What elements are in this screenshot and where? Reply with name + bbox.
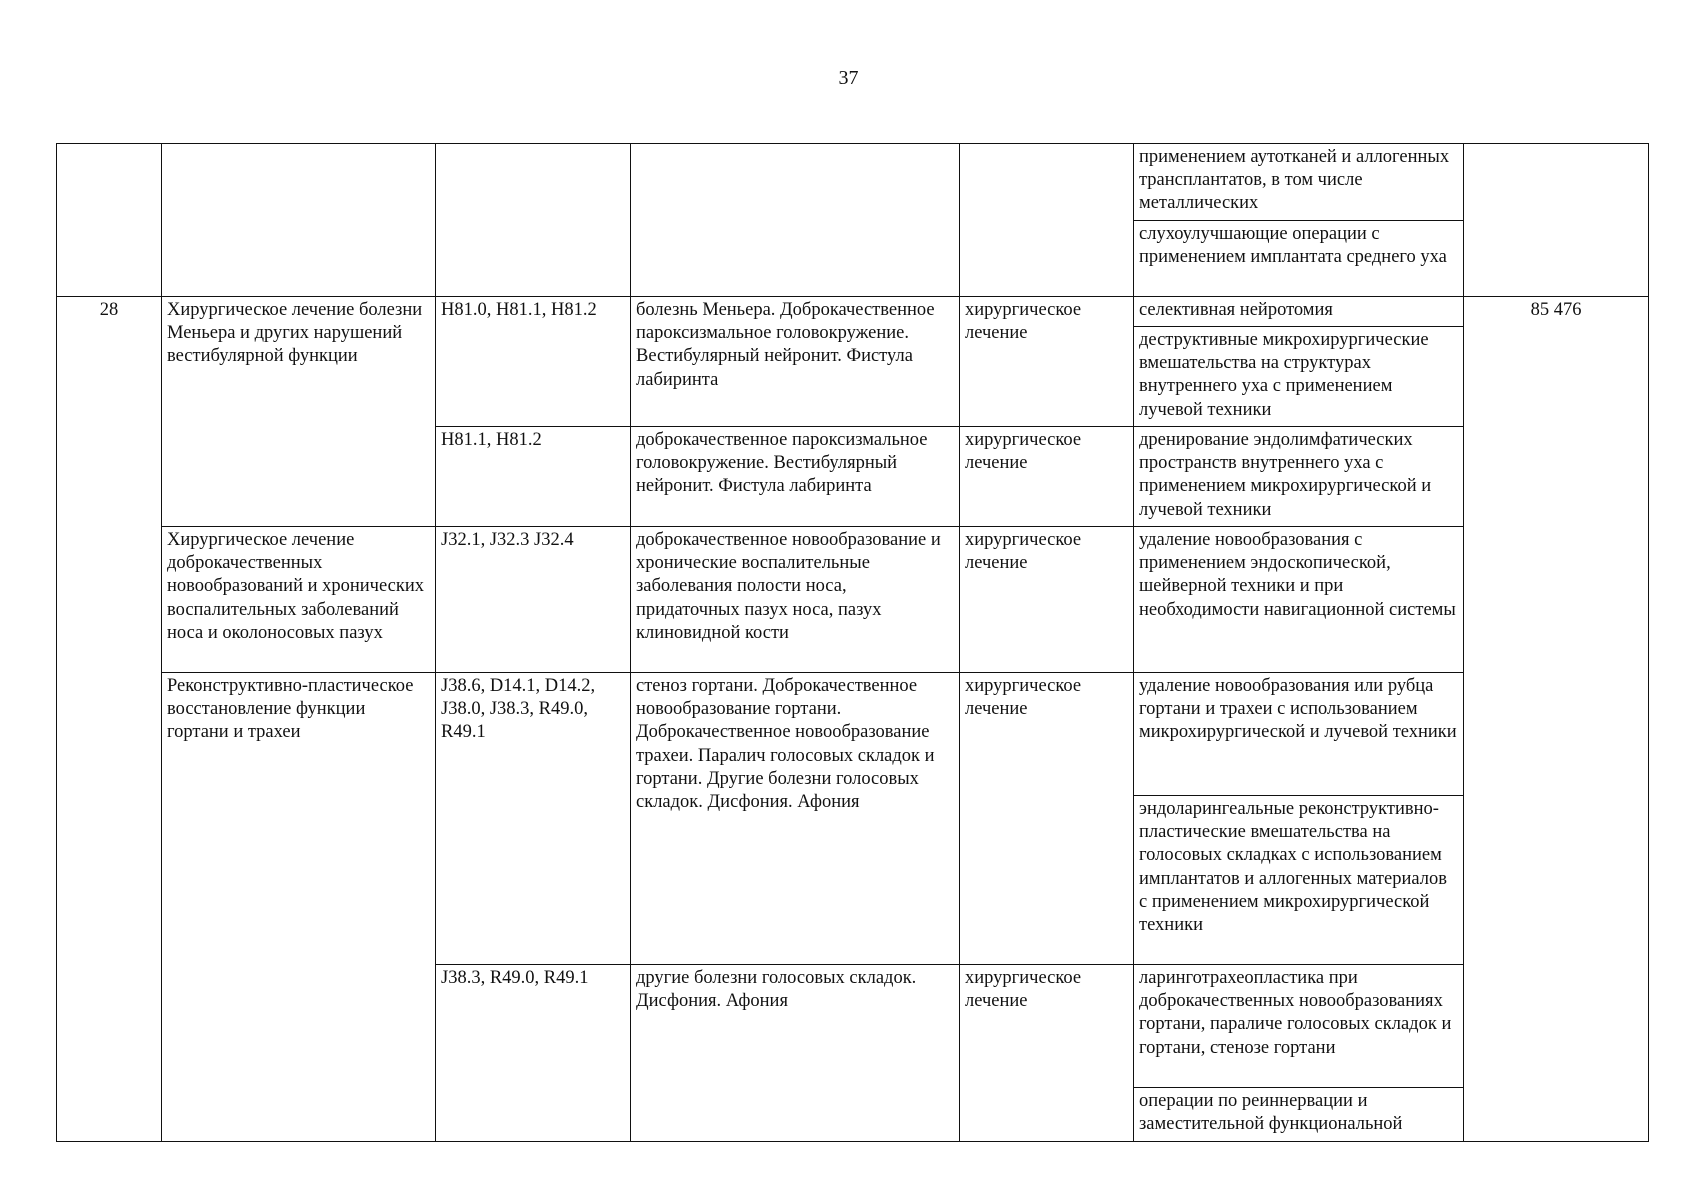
patient-model: стеноз гортани. Доброкачественное новообразование гортани. Доброкачественное новообразование трахеи. Паралич голосовых складок и гортани. Другие болезни голосовых складок. Дисфония. Афония — [636, 676, 935, 813]
method-text: слухоулучшающие операции с применением имплантата среднего уха — [1139, 224, 1447, 268]
method-text: деструктивные микрохирургические вмешательства на структурах внутреннего уха с применением лучевой техники — [1139, 330, 1429, 420]
treatment-type: хирургическое лечение — [965, 300, 1082, 344]
icd-codes: H81.1, H81.2 — [441, 430, 542, 450]
codes-cell — [436, 965, 631, 1142]
treatment-type: хирургическое лечение — [965, 676, 1082, 720]
cost-value: 85 476 — [1530, 300, 1582, 320]
name-cell — [162, 527, 436, 673]
codes-cell — [436, 527, 631, 673]
method-cell — [1134, 327, 1464, 427]
icd-codes: J32.1, J32.3 J32.4 — [441, 530, 574, 550]
model-cell — [631, 427, 960, 527]
model-cell — [631, 965, 960, 1142]
name-cell — [162, 144, 436, 297]
treatment-cell — [960, 527, 1134, 673]
treatment-cell — [960, 144, 1134, 297]
row-number: 28 — [99, 300, 119, 320]
method-cell — [1134, 965, 1464, 1088]
name-cell — [162, 297, 436, 527]
treatment-cell — [960, 965, 1134, 1142]
method-cell — [1134, 144, 1464, 221]
method-text: операции по реиннервации и заместительной функциональной — [1139, 1091, 1403, 1135]
treatment-cell — [960, 427, 1134, 527]
cost-cell — [1464, 297, 1649, 1142]
procedure-name: Реконструктивно-пластическое восстановление функции гортани и трахеи — [167, 676, 414, 743]
codes-cell — [436, 297, 631, 427]
codes-cell — [436, 427, 631, 527]
procedures-table — [56, 143, 1649, 1142]
table-row — [57, 297, 1649, 327]
method-cell — [1134, 221, 1464, 297]
codes-cell — [436, 673, 631, 965]
method-cell — [1134, 527, 1464, 673]
method-text: применением аутотканей и аллогенных трансплантатов, в том числе металлических — [1139, 147, 1450, 214]
table-row — [57, 527, 1649, 673]
method-text: эндоларингеальные реконструктивно-пластические вмешательства на голосовых складках с использованием имплантатов и аллогенных материалов с применением микрохирургической техники — [1139, 799, 1447, 936]
method-text: селективная нейротомия — [1139, 300, 1333, 320]
patient-model: доброкачественное пароксизмальное головокружение. Вестибулярный нейронит. Фистула лабиринта — [636, 430, 928, 497]
patient-model: другие болезни голосовых складок. Дисфония. Афония — [636, 968, 917, 1012]
procedure-name: Хирургическое лечение болезни Меньера и других нарушений вестибулярной функции — [167, 300, 423, 367]
method-cell — [1134, 796, 1464, 965]
method-text: ларинготрахеопластика при доброкачественных новообразованиях гортани, параличе голосовых складок и гортани, стенозе гортани — [1139, 968, 1452, 1058]
icd-codes: J38.6, D14.1, D14.2, J38.0, J38.3, R49.0, R49.1 — [441, 676, 596, 743]
method-cell — [1134, 297, 1464, 327]
number-cell — [57, 297, 162, 1142]
method-cell — [1134, 673, 1464, 796]
method-cell — [1134, 1088, 1464, 1142]
treatment-cell — [960, 673, 1134, 965]
treatment-type: хирургическое лечение — [965, 530, 1082, 574]
patient-model: болезнь Меньера. Доброкачественное пароксизмальное головокружение. Вестибулярный нейронит. Фистула лабиринта — [636, 300, 935, 390]
method-cell — [1134, 427, 1464, 527]
method-text: дренирование эндолимфатических пространств внутреннего уха с применением микрохирургической и лучевой техники — [1139, 430, 1432, 520]
icd-codes: J38.3, R49.0, R49.1 — [441, 968, 589, 988]
patient-model: доброкачественное новообразование и хронические воспалительные заболевания полости носа, придаточных пазух носа, пазух клиновидной кости — [636, 530, 941, 643]
model-cell — [631, 673, 960, 965]
icd-codes: H81.0, H81.1, H81.2 — [441, 300, 597, 320]
model-cell — [631, 297, 960, 427]
number-cell — [57, 144, 162, 297]
page-number: 37 — [838, 67, 859, 89]
codes-cell — [436, 144, 631, 297]
treatment-cell — [960, 297, 1134, 427]
method-text: удаление новообразования с применением эндоскопической, шейверной техники и при необходимости навигационной системы — [1139, 530, 1456, 620]
treatment-type: хирургическое лечение — [965, 430, 1082, 474]
method-text: удаление новообразования или рубца гортани и трахеи с использованием микрохирургической и лучевой техники — [1139, 676, 1457, 743]
table-row — [57, 673, 1649, 796]
cost-cell — [1464, 144, 1649, 297]
table-row — [57, 144, 1649, 221]
treatment-type: хирургическое лечение — [965, 968, 1082, 1012]
model-cell — [631, 527, 960, 673]
procedure-name: Хирургическое лечение доброкачественных новообразований и хронических воспалительных заболеваний носа и околоносовых пазух — [167, 530, 425, 643]
name-cell — [162, 673, 436, 1142]
model-cell — [631, 144, 960, 297]
